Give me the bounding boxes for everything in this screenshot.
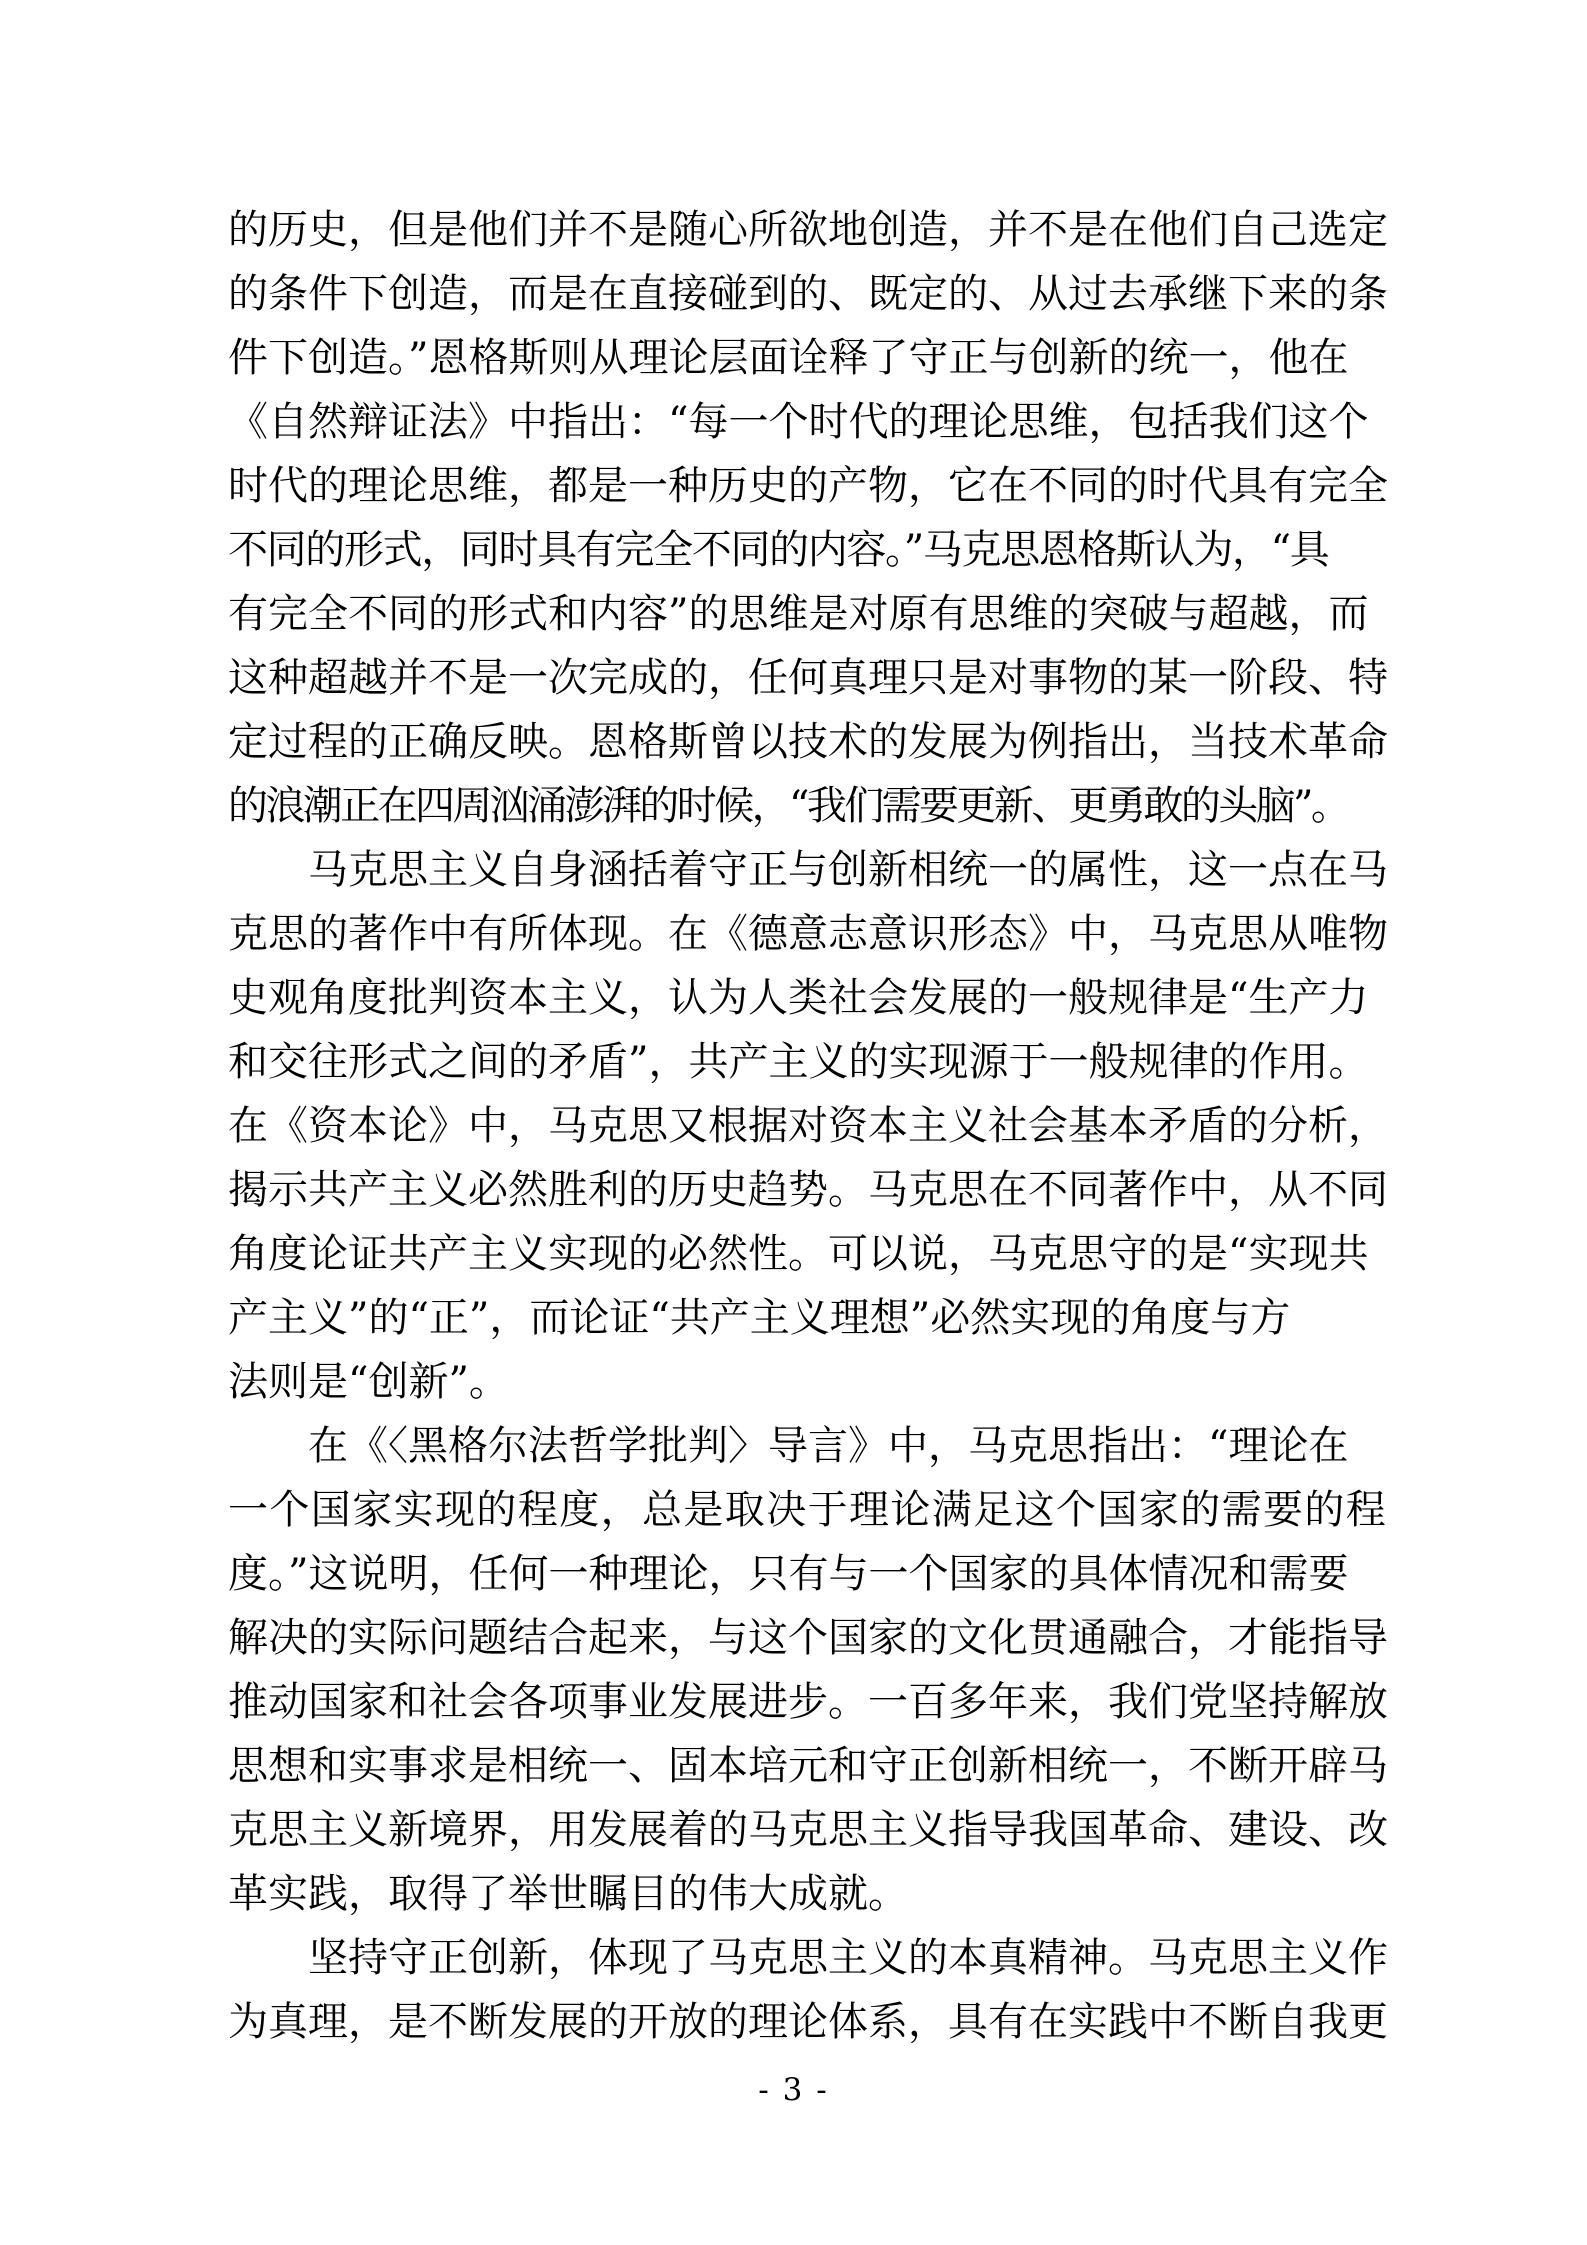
text-line: 法则是“创新”。 [228,1359,509,1405]
text-line: 和交往形式之间的矛盾”，共产主义的实现源于一般规律的作用。 [228,1039,1369,1085]
text-line: 的浪潮正在四周汹涌澎湃的时候，“我们需要更新、更勇敢的头脑”。 [228,783,1349,829]
text-line paragraph-start: 在《〈黑格尔法哲学批判〉导言》中，马克思指出：“理论在 [308,1423,1349,1469]
text-line: 为真理，是不断发展的开放的理论体系，具有在实践中不断自我更 [228,1999,1388,2045]
text-line: 产主义”的“正”，而论证“共产主义理想”必然实现的角度与方 [228,1295,1291,1341]
page-number: - 3 - [758,2072,829,2108]
text-line paragraph-start: 马克思主义自身涵括着守正与创新相统一的属性，这一点在马 [308,847,1388,893]
text-line: 件下创造。”恩格斯则从理论层面诠释了守正与创新的统一，他在 [228,335,1349,381]
text-line: 有完全不同的形式和内容”的思维是对原有思维的突破与超越，而 [228,591,1369,637]
text-line: 这种超越并不是一次完成的，任何真理只是对事物的某一阶段、特 [228,655,1388,701]
text-line: 不同的形式，同时具有完全不同的内容。”马克思恩格斯认为，“具 [228,527,1329,573]
text-line: 革实践，取得了举世瞩目的伟大成就。 [228,1871,908,1917]
text-line: 克思的著作中有所体现。在《德意志意识形态》中，马克思从唯物 [228,911,1388,957]
text-line: 《自然辩证法》中指出：“每一个时代的理论思维，包括我们这个 [228,399,1369,445]
text-line: 在《资本论》中，马克思又根据对资本主义社会基本矛盾的分析， [228,1103,1388,1149]
text-line: 思想和实事求是相统一、固本培元和守正创新相统一，不断开辟马 [228,1743,1388,1789]
text-line: 角度论证共产主义实现的必然性。可以说，马克思守的是“实现共 [228,1231,1369,1277]
text-line: 史观角度批判资本主义，认为人类社会发展的一般规律是“生产力 [228,975,1369,1021]
text-line: 推动国家和社会各项事业发展进步。一百多年来，我们党坚持解放 [228,1679,1388,1725]
text-line: 的条件下创造，而是在直接碰到的、既定的、从过去承继下来的条 [228,271,1388,317]
text-line: 一个国家实现的程度，总是取决于理论满足这个国家的需要的程 [228,1487,1388,1533]
text-line: 定过程的正确反映。恩格斯曾以技术的发展为例指出，当技术革命 [228,719,1388,765]
text-line: 克思主义新境界，用发展着的马克思主义指导我国革命、建设、改 [228,1807,1388,1853]
document-text-block [228,198,1388,2054]
text-line: 揭示共产主义必然胜利的历史趋势。马克思在不同著作中，从不同 [228,1167,1388,1213]
text-line paragraph-start: 坚持守正创新，体现了马克思主义的本真精神。马克思主义作 [308,1935,1388,1981]
text-line: 时代的理论思维，都是一种历史的产物，它在不同的时代具有完全 [228,463,1388,509]
text-line: 度。”这说明，任何一种理论，只有与一个国家的具体情况和需要 [228,1551,1349,1597]
text-line: 解决的实际问题结合起来，与这个国家的文化贯通融合，才能指导 [228,1615,1388,1661]
text-line: 的历史，但是他们并不是随心所欲地创造，并不是在他们自己选定 [228,207,1388,253]
